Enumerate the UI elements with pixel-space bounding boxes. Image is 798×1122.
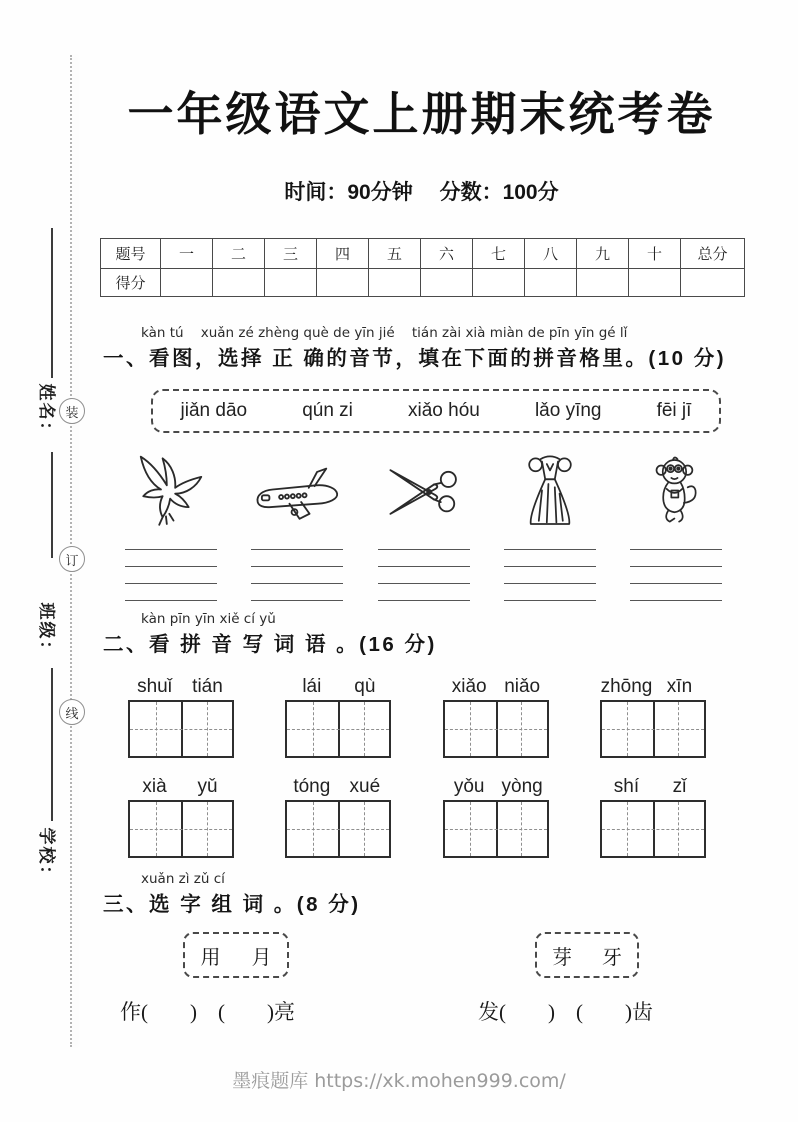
page-title: 一年级语文上册期末统考卷: [127, 89, 716, 140]
pinyin-writing-lines: [125, 541, 217, 601]
monkey-image: [630, 447, 722, 537]
word-bank-item: qún zi: [302, 400, 353, 421]
choice-box-ya-ya: [535, 932, 639, 978]
airplane-image: [251, 447, 343, 537]
scissors-image: [378, 447, 470, 537]
score-header-cell: 二: [213, 239, 265, 269]
score-cell-empty: [525, 269, 577, 297]
syllable-label: yǔ: [197, 776, 218, 797]
fill-blank-line: 作( ) ( )亮: [120, 1000, 295, 1024]
score-header-cell: 题号: [101, 239, 161, 269]
character-writing-grid: [285, 800, 391, 858]
section2-pinyin: kàn pīn yīn xiě cí yǔ: [141, 611, 276, 627]
pinyin-writing-lines: [630, 541, 722, 601]
syllable-label: xué: [349, 776, 381, 797]
word-bank-item: jiǎn dāo: [180, 400, 248, 421]
score-table-header-row: [101, 239, 745, 269]
word-group: [128, 776, 234, 858]
seal-char-label: 线: [65, 705, 79, 721]
fill-blank-line: 发( ) ( )齿: [478, 1000, 653, 1024]
choice-char: 用: [200, 946, 221, 969]
school-field-label: 学校：: [37, 827, 56, 885]
character-writing-grid: [600, 700, 706, 758]
score-cell-empty: [421, 269, 473, 297]
score-row-label: 得分: [101, 269, 161, 297]
eagle-image: [125, 447, 217, 537]
character-writing-grid: [600, 800, 706, 858]
seal-char-ding: [59, 546, 85, 572]
word-bank-box: [151, 389, 721, 433]
word-bank-item: lǎo yīng: [534, 400, 602, 421]
character-writing-grid: [128, 800, 234, 858]
score-cell-empty: [161, 269, 213, 297]
score-cell-empty: [577, 269, 629, 297]
dress-image: [504, 447, 596, 537]
character-writing-grid: [285, 700, 391, 758]
score-header-cell: 一: [161, 239, 213, 269]
score-header-cell: 九: [577, 239, 629, 269]
word-group: [285, 776, 391, 858]
class-field-label: 班级：: [37, 602, 56, 660]
word-bank-item: fēi jī: [656, 400, 692, 421]
character-writing-grid: [443, 800, 549, 858]
class-fill-line: [51, 452, 53, 558]
word-group: [600, 776, 706, 858]
score-cell-empty: [473, 269, 525, 297]
exam-meta: 时间：90分钟 分数：100分: [284, 181, 559, 204]
syllable-label: zhōng: [600, 676, 653, 697]
picture-row: [125, 447, 722, 537]
section2-title: 二、看 拼 音 写 词 语 。(16 分): [103, 633, 437, 656]
score-header-cell: 八: [525, 239, 577, 269]
syllable-label: xīn: [666, 676, 693, 697]
score-cell-empty: [681, 269, 745, 297]
pinyin-writing-lines: [504, 541, 596, 601]
syllable-label: xiǎo: [451, 676, 487, 697]
syllable-label: lái: [302, 676, 322, 697]
choice-char: 月: [251, 946, 272, 969]
syllable-label: qù: [354, 676, 376, 697]
footer-watermark: 墨痕题库 https://xk.mohen999.com/: [232, 1070, 566, 1092]
section3-pinyin: xuǎn zì zǔ cí: [141, 871, 225, 887]
word-group: [600, 676, 706, 758]
score-table: [100, 238, 745, 297]
score-header-cell: 四: [317, 239, 369, 269]
word-group: [443, 776, 549, 858]
seal-char-xian: [59, 699, 85, 725]
word-group: [128, 676, 234, 758]
choice-char: 芽: [552, 946, 572, 969]
word-bank-item: xiǎo hóu: [408, 400, 480, 421]
score-cell-empty: [629, 269, 681, 297]
character-writing-grid: [443, 700, 549, 758]
score-cell-empty: [213, 269, 265, 297]
score-header-cell: 六: [421, 239, 473, 269]
pinyin-words-row-2: [128, 776, 706, 858]
name-field-label: 姓名：: [37, 383, 56, 441]
score-cell-empty: [265, 269, 317, 297]
score-cell-empty: [317, 269, 369, 297]
name-fill-line: [51, 228, 53, 378]
pinyin-words-row-1: [128, 676, 706, 758]
syllable-label: yòng: [501, 776, 543, 797]
syllable-label: shuǐ: [137, 676, 172, 697]
score-header-cell: 十: [629, 239, 681, 269]
character-writing-grid: [128, 700, 234, 758]
score-cell-empty: [369, 269, 421, 297]
score-header-cell: 五: [369, 239, 421, 269]
syllable-label: shí: [613, 776, 640, 797]
answer-lines-row: [125, 541, 722, 601]
score-table-score-row: [101, 269, 745, 297]
syllable-label: niǎo: [504, 676, 541, 697]
syllable-label: zǐ: [672, 776, 687, 797]
score-header-cell: 七: [473, 239, 525, 269]
choice-box-yong-yue: [183, 932, 289, 978]
syllable-label: yǒu: [453, 776, 485, 797]
seal-char-zhuang: [59, 398, 85, 424]
section1-pinyin: kàn tú xuǎn zé zhèng què de yīn jié tián zài xià miàn de pīn yīn gé lǐ: [141, 325, 628, 341]
word-group: [285, 676, 391, 758]
score-header-cell: 总分: [681, 239, 745, 269]
choice-char: 牙: [602, 946, 622, 969]
syllable-label: xià: [142, 776, 167, 797]
score-header-cell: 三: [265, 239, 317, 269]
syllable-label: tián: [192, 676, 223, 697]
section1-title: 一、看图，选择 正 确的音节，填在下面的拼音格里。(10 分): [103, 347, 727, 370]
school-fill-line: [51, 668, 53, 821]
seal-char-label: 订: [65, 552, 79, 568]
pinyin-writing-lines: [378, 541, 470, 601]
word-group: [443, 676, 549, 758]
section3-title: 三、选 字 组 词 。(8 分): [103, 893, 361, 916]
seal-char-label: 装: [65, 404, 79, 420]
syllable-label: tóng: [293, 776, 331, 797]
pinyin-writing-lines: [251, 541, 343, 601]
